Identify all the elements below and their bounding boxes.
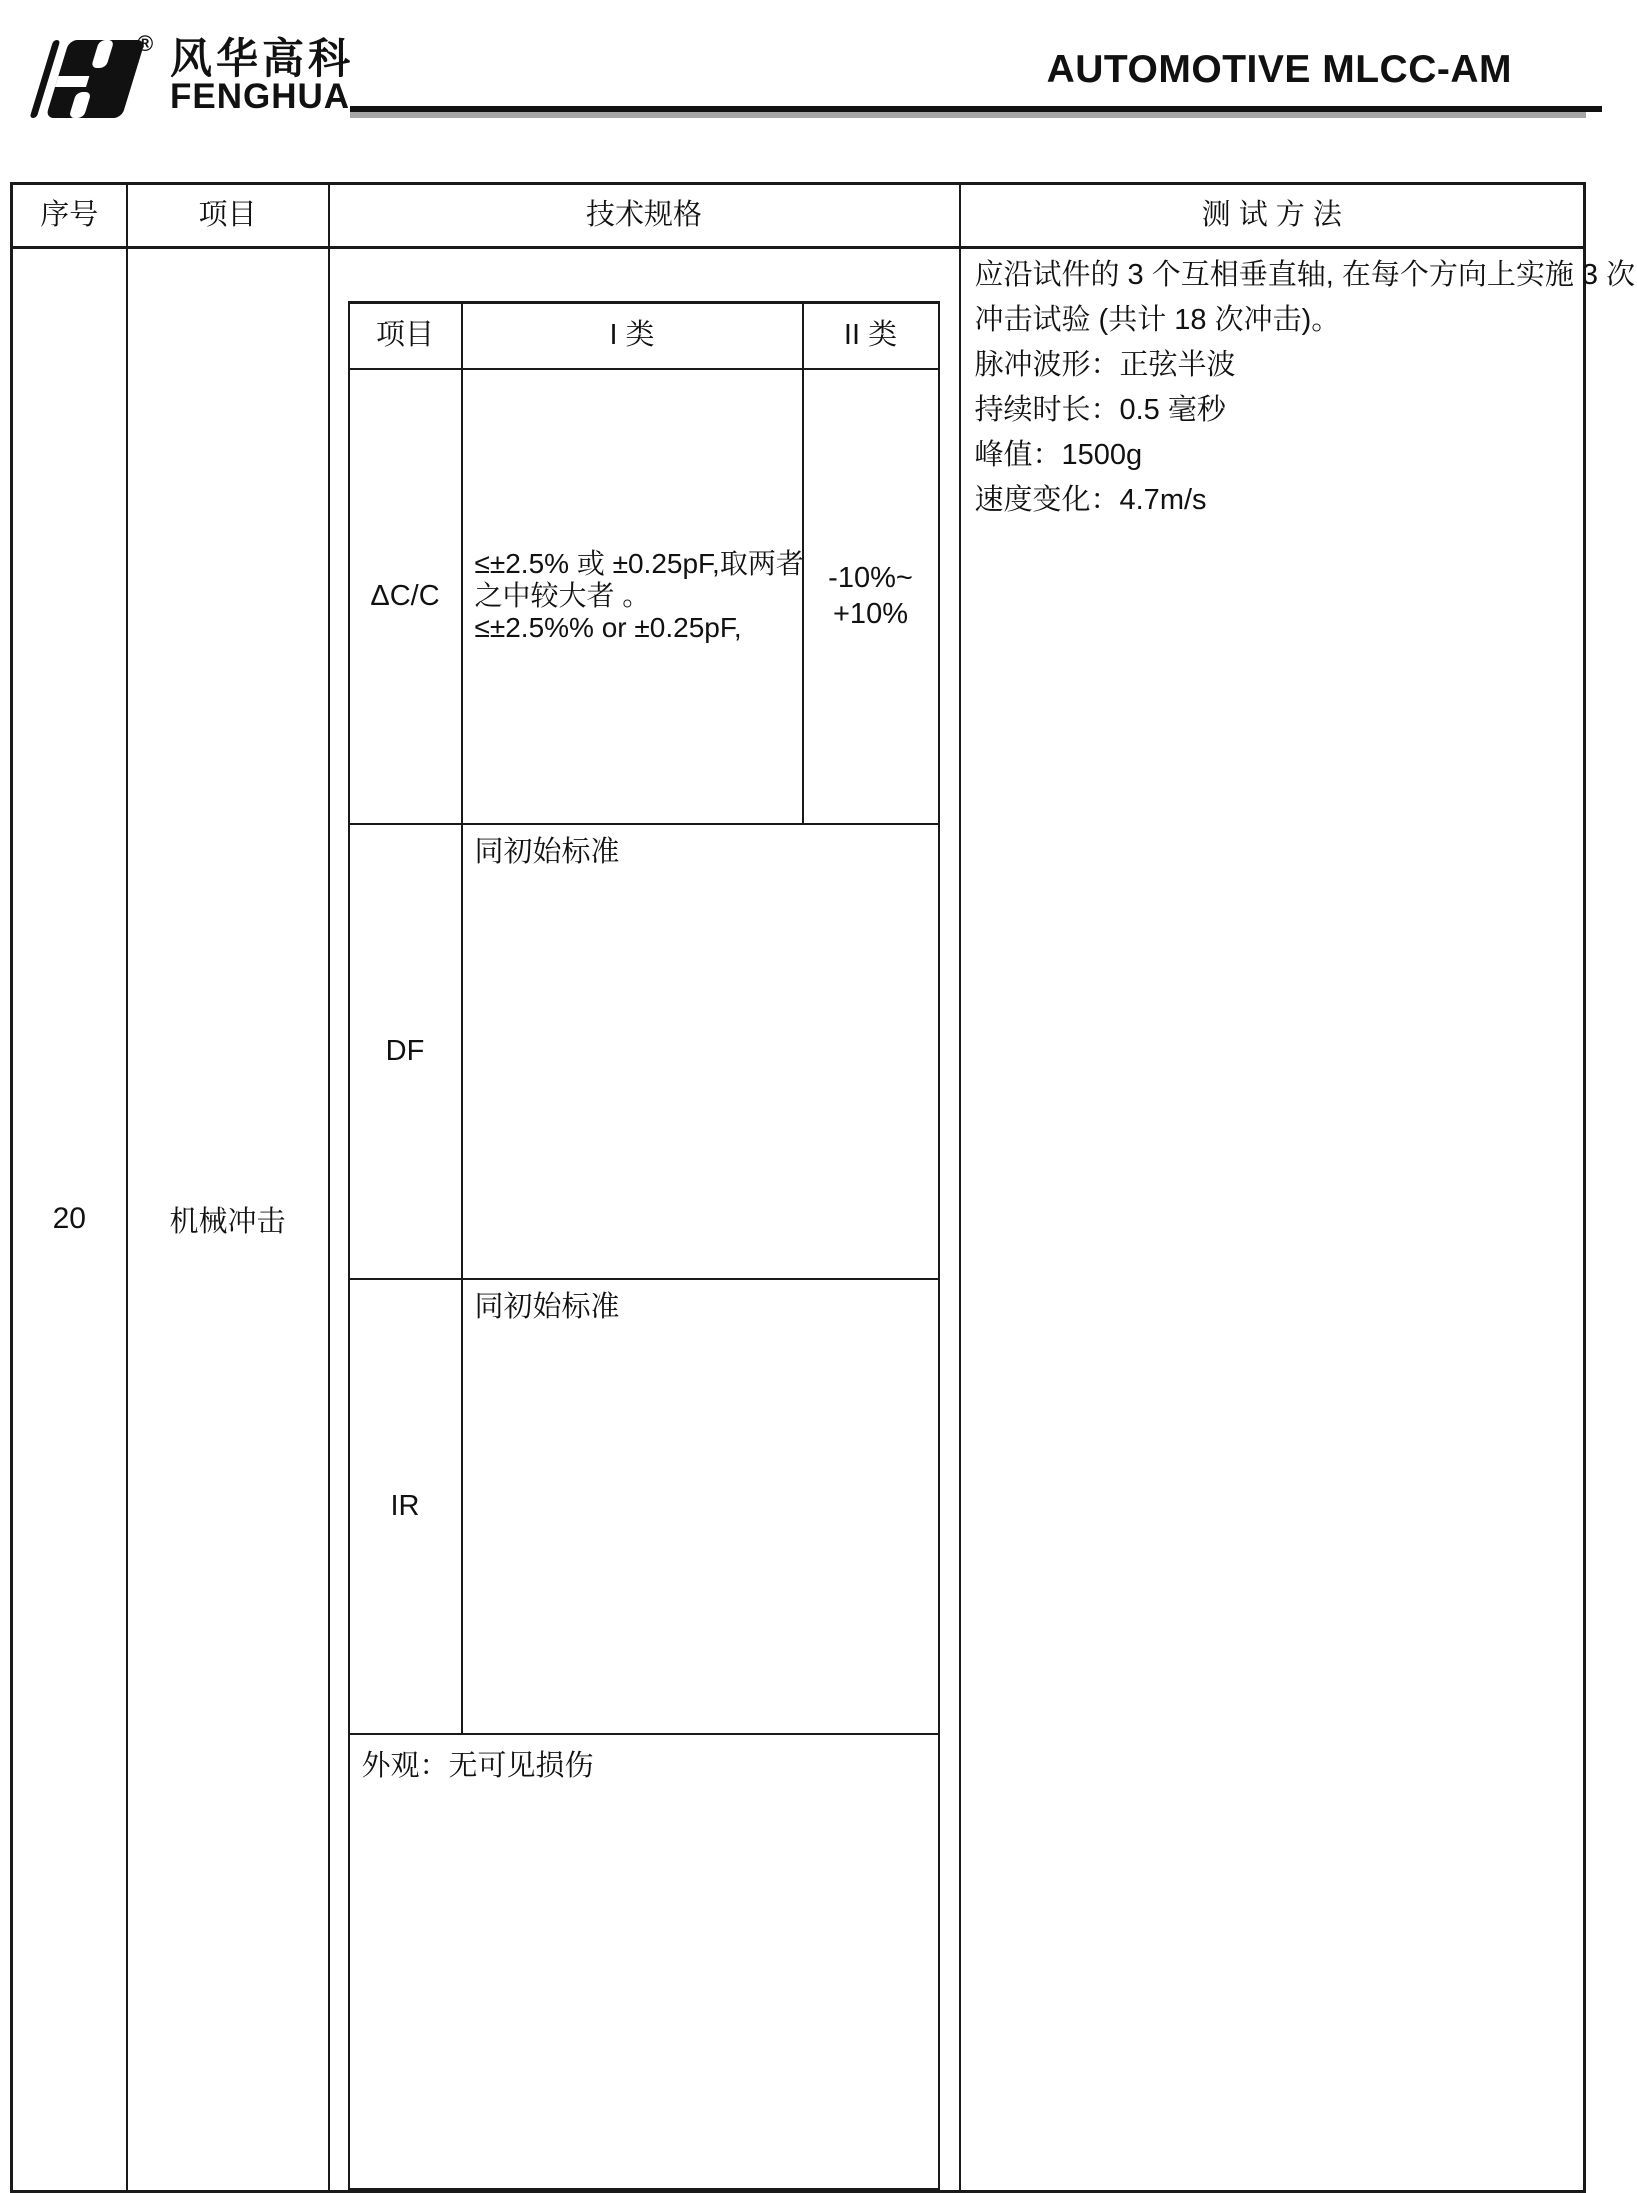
subtable-header-class2: II 类: [803, 303, 939, 369]
row-number-cell: 20: [12, 248, 127, 2192]
appearance-value: 外观：无可见损伤: [349, 1734, 939, 2189]
dcc-class1-value: [462, 369, 803, 824]
header-rule-gray: [350, 112, 1586, 118]
dcc-class2-value: [803, 369, 939, 824]
row-item-cell: 机械冲击: [127, 248, 329, 2192]
method-line: 脉冲波形：正弦半波: [974, 349, 1236, 381]
subtable-row-appearance: [349, 1734, 939, 2189]
spec-subtable: [348, 301, 940, 2190]
dcc-label: ΔC/C: [349, 369, 462, 824]
method-line: 持续时长：0.5 毫秒: [974, 394, 1226, 426]
subtable-row-dcc: [349, 369, 939, 824]
header-cell-method: 测 试 方 法: [960, 184, 1585, 248]
method-line: 冲击试验 (共计 18 次冲击)。: [974, 304, 1341, 336]
page-title: AUTOMOTIVE MLCC-AM: [1046, 48, 1512, 91]
subtable-header-class1: I 类: [462, 303, 803, 369]
table-header-row: [12, 184, 1585, 248]
dcc-class2-line: +10%: [833, 598, 908, 630]
df-value: 同初始标准: [462, 824, 939, 1279]
row-method-cell: [960, 248, 1636, 2192]
spec-method-table: [10, 182, 1636, 2193]
ir-value: 同初始标准: [462, 1279, 939, 1734]
subtable-header-row: [349, 303, 939, 369]
dcc-class1-line: 之中较大者 。: [474, 580, 651, 611]
header-rule: [350, 106, 1602, 118]
dcc-class2-line: -10%~: [828, 562, 913, 594]
df-label: DF: [349, 824, 462, 1279]
logo-text-chinese: 风华高科: [170, 35, 355, 82]
logo-text-english: FENGHUA: [170, 77, 351, 116]
dcc-class1-line: ≤±2.5% 或 ±0.25pF,取两者: [474, 548, 804, 579]
row-spec-cell: [329, 248, 960, 2192]
subtable-row-ir: [349, 1279, 939, 1734]
dcc-class1-line: ≤±2.5%% or ±0.25pF,: [474, 612, 742, 643]
registered-trademark-icon: ®: [137, 31, 154, 56]
subtable-row-df: [349, 824, 939, 1279]
fenghua-logo-icon: [16, 36, 142, 122]
header-cell-spec: 技术规格: [329, 184, 960, 248]
header-cell-item: 项目: [127, 184, 329, 248]
method-line: 峰值：1500g: [974, 439, 1143, 471]
table-row: [12, 248, 1585, 2192]
subtable-header-item: 项目: [349, 303, 462, 369]
header-cell-no: 序号: [12, 184, 127, 248]
method-line: 速度变化：4.7m/s: [974, 484, 1207, 516]
ir-label: IR: [349, 1279, 462, 1734]
method-line: 应沿试件的 3 个互相垂直轴, 在每个方向上实施 3 次: [974, 259, 1636, 291]
